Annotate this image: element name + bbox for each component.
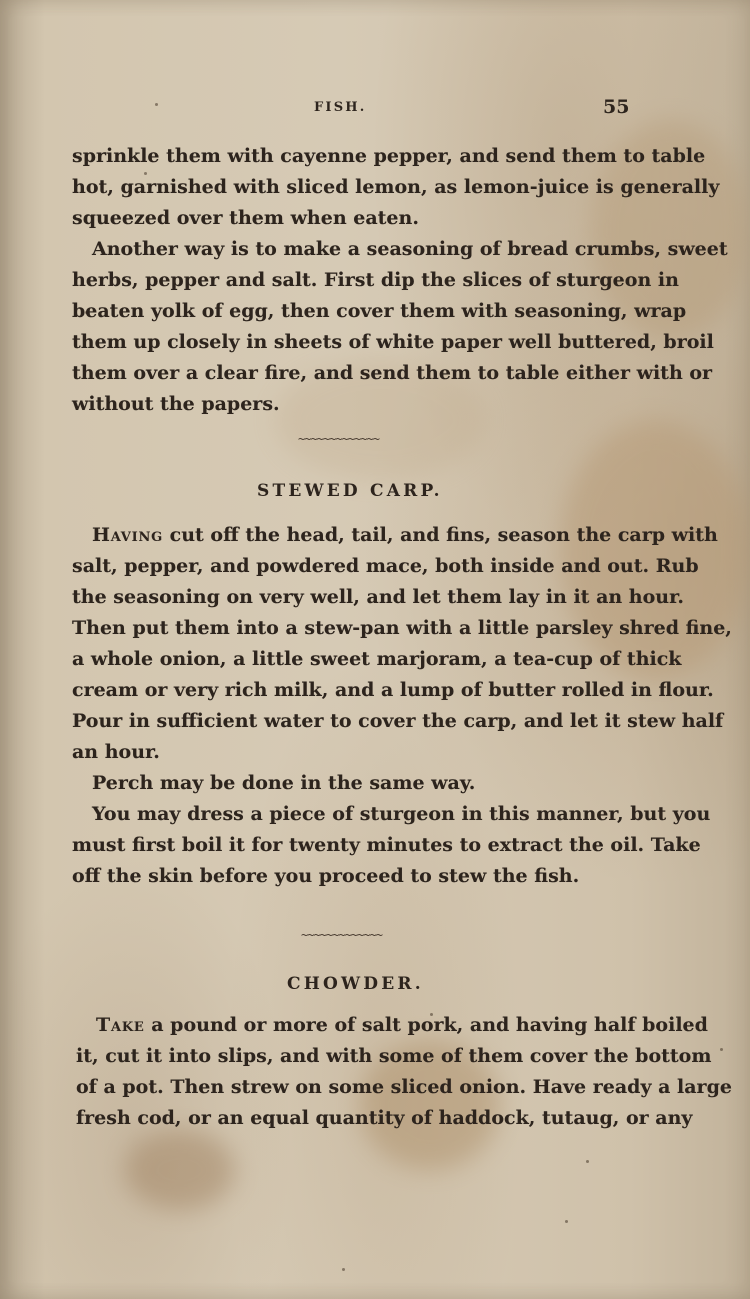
text-line: squeezed over them when eaten. xyxy=(72,207,419,229)
text-line xyxy=(92,526,718,545)
text-line xyxy=(96,1016,708,1035)
text-line: off the skin before you proceed to stew the fish. xyxy=(72,865,580,887)
section-title-chowder: CHOWDER. xyxy=(287,974,424,994)
text-line: cream or very rich milk, and a lump of butter rolled in flour. xyxy=(72,679,714,701)
text-line: without the papers. xyxy=(72,393,280,415)
text-line: Then put them into a stew-pan with a little parsley shred fine, xyxy=(72,617,732,639)
text-line: herbs, pepper and salt. First dip the slices of sturgeon in xyxy=(72,269,679,291)
line-rest: cut off the head, tail, and fins, season the carp with xyxy=(163,524,718,546)
page-number: 55 xyxy=(603,96,630,118)
ornamental-divider: ~~~~~~~~~~~~~ xyxy=(301,928,382,942)
text-line: of a pot. Then strew on some sliced onion. Have ready a large xyxy=(76,1076,732,1098)
text-line: Another way is to make a seasoning of bread crumbs, sweet xyxy=(92,238,728,260)
lead-word: Take xyxy=(96,1014,145,1036)
lead-word: Having xyxy=(92,524,164,546)
running-head: FISH. xyxy=(314,100,367,115)
ornamental-divider: ~~~~~~~~~~~~~ xyxy=(298,432,379,446)
text-line: the seasoning on very well, and let them lay in it an hour. xyxy=(72,586,684,608)
text-line: a whole onion, a little sweet marjoram, a tea-cup of thick xyxy=(72,648,682,670)
text-line: Pour in sufficient water to cover the carp, and let it stew half xyxy=(72,710,724,732)
text-line: salt, pepper, and powdered mace, both inside and out. Rub xyxy=(72,555,699,577)
text-line: You may dress a piece of sturgeon in this manner, but you xyxy=(92,803,711,825)
text-line: beaten yolk of egg, then cover them with seasoning, wrap xyxy=(72,300,687,322)
text-line: it, cut it into slips, and with some of them cover the bottom xyxy=(76,1045,712,1067)
text-line: hot, garnished with sliced lemon, as lemon-juice is generally xyxy=(72,176,720,198)
line-rest: a pound or more of salt pork, and having half boiled xyxy=(144,1014,708,1036)
text-line: an hour. xyxy=(72,741,160,763)
text-line: fresh cod, or an equal quantity of haddock, tutaug, or any xyxy=(76,1107,693,1129)
section-title-stewed-carp: STEWED CARP. xyxy=(257,481,443,501)
text-line: must first boil it for twenty minutes to extract the oil. Take xyxy=(72,834,701,856)
text-line: them up closely in sheets of white paper well buttered, broil xyxy=(72,331,714,353)
text-line: sprinkle them with cayenne pepper, and send them to table xyxy=(72,145,706,167)
text-line: Perch may be done in the same way. xyxy=(92,772,476,794)
text-line: them over a clear fire, and send them to table either with or xyxy=(72,362,713,384)
